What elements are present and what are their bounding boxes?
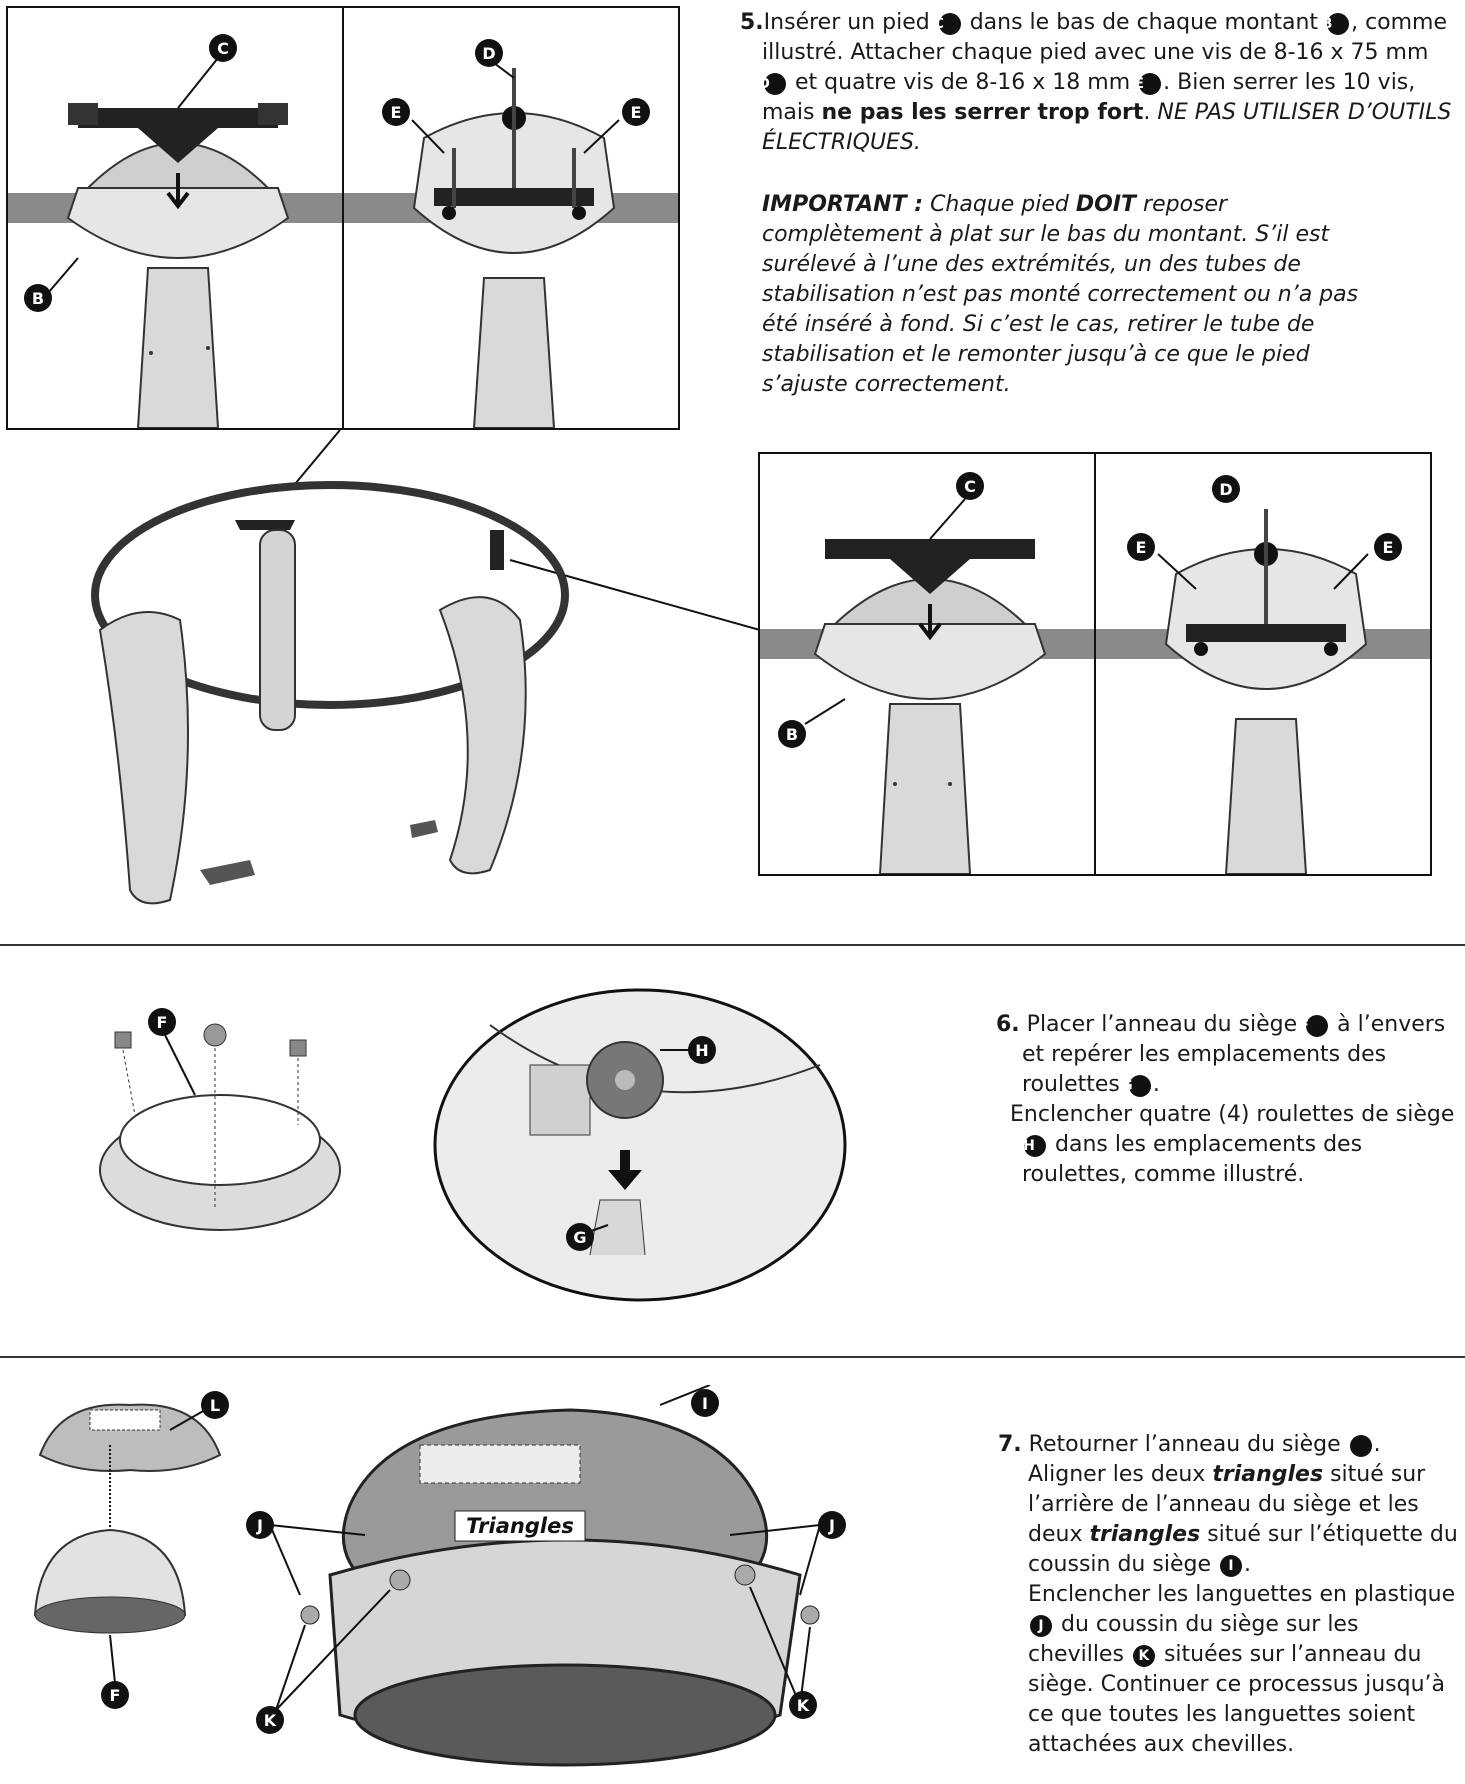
step7-text-8: du coussin du siège sur les chevilles [1028,1612,1359,1667]
label-d-2: D [1219,480,1233,499]
seat-ring-casters-illustration [80,980,380,1280]
step6-text-5: dans les emplacements des roulettes, comme illustré. [1022,1132,1363,1187]
step5-number: 5. [740,10,764,35]
step5-detail-frame-right [342,6,680,430]
step5-text-3: , [1351,10,1359,35]
callout-k: K [1133,1645,1155,1667]
label-b-2: B [785,725,799,744]
foot-screws-illustration [344,8,678,428]
important-text-1: Chaque pied [930,192,1069,217]
step6-text-1: Placer l’anneau du siège [1026,1012,1298,1037]
step5-text-5: et quatre vis de 8-16 x 18 mm [795,70,1131,95]
step7-text-6: . [1243,1552,1251,1577]
step5-warning-bold: ne pas les serrer trop fort [821,100,1144,125]
label-i: I [702,1394,708,1413]
important-text-2: reposer complètement à plat sur le bas du montant. S’il est surélevé à l’une des extrémités, un des tubes de stabilisation n’est pas monté correctement ou n’a pas été inséré à fond. Si c’est le cas, retirer le tube de stabilisation et le remonter jusqu’à ce que le pied s’ajuste correctement. [762,192,1359,397]
step5-detail-frame-left [6,6,350,430]
important-bold: DOIT [1075,192,1137,217]
step5-no-power-tools: NE PAS UTILISER D’OUTILS ÉLECTRIQUES. [762,100,1452,155]
label-k-left: K [263,1711,277,1730]
callout-h: H [1024,1135,1046,1157]
label-j-right: J [829,1516,835,1535]
label-f: F [156,1013,168,1032]
label-c-2: C [964,477,976,496]
step7-triangles-1: triangles [1212,1462,1324,1487]
callout-g: G [1129,1075,1151,1097]
step7-text-4: situé sur l’arrière de l’anneau du siège et les deux [1028,1462,1426,1547]
step7-text-5: situé sur l’étiquette du coussin du siège [1028,1522,1458,1577]
step6-instructions [996,1010,1461,1190]
label-g: G [573,1228,587,1247]
step6-text-3: . [1152,1072,1160,1097]
callout-e: E [1139,73,1161,95]
label-j-left: J [257,1516,263,1535]
label-c: C [217,39,229,58]
seat-cushion-attach-illustration [240,1385,850,1780]
step5-text-2: dans le bas de chaque montant [969,10,1319,35]
foot-bracket-illustration [8,8,348,428]
step5-text-8: . [1143,100,1151,125]
callout-d: D [764,73,786,95]
frame-assembly-illustration [60,420,760,920]
step7-text-3: Aligner les deux [1028,1462,1206,1487]
step5-detail-frame-2-right [1094,452,1432,876]
foot-bracket-illustration-2 [760,454,1100,874]
step5-text-6: . Bien serrer les 10 vis, mais [762,70,1416,125]
callout-b: B [1327,13,1349,35]
callout-f-2: F [1350,1435,1372,1457]
label-e-2-right: E [1382,538,1394,557]
step5-text-4: comme illustré. Attacher chaque pied avec une vis de 8-16 x 75 mm [762,10,1448,65]
callout-i: I [1220,1555,1242,1577]
step7-number: 7. [998,1432,1022,1457]
step7-text-2: . [1373,1432,1381,1457]
label-k-right: K [796,1696,810,1715]
step7-text-9: situées sur l’anneau du siège. Continuer ce processus jusqu’à ce que toutes les languettes soient attachées aux chevilles. [1028,1642,1446,1757]
label-f-2: F [109,1686,121,1705]
label-e-left: E [390,103,402,122]
step5-instructions [740,8,1460,400]
step7-instructions [998,1430,1460,1760]
label-h: H [695,1041,709,1060]
label-e-2-left: E [1135,538,1147,557]
label-d: D [482,44,496,63]
triangles-label: Triangles [466,1514,574,1538]
caster-detail-illustration [430,985,850,1305]
label-l: L [209,1396,221,1415]
step5-detail-frame-2-left [758,452,1102,876]
callout-j: J [1030,1615,1052,1637]
step6-number: 6. [996,1012,1020,1037]
step5-text-1: Insérer un pied [763,10,930,35]
section-divider-2 [0,1356,1465,1358]
step6-text-4: Enclencher quatre (4) roulettes de siège [1010,1102,1455,1127]
callout-f: F [1306,1015,1328,1037]
step7-triangles-2: triangles [1089,1522,1201,1547]
section-divider-1 [0,944,1465,946]
step7-text-1: Retourner l’anneau du siège [1028,1432,1341,1457]
foot-screws-illustration-2 [1096,454,1430,874]
seat-cushion-stack-illustration [20,1385,240,1715]
step7-text-7: Enclencher les languettes en plastique [1028,1582,1456,1607]
important-label: IMPORTANT : [762,192,924,217]
step6-text-2: à l’envers et repérer les emplacements des roulettes [1022,1012,1446,1097]
label-e-right: E [630,103,642,122]
callout-c: C [939,13,961,35]
label-b: B [31,289,45,308]
